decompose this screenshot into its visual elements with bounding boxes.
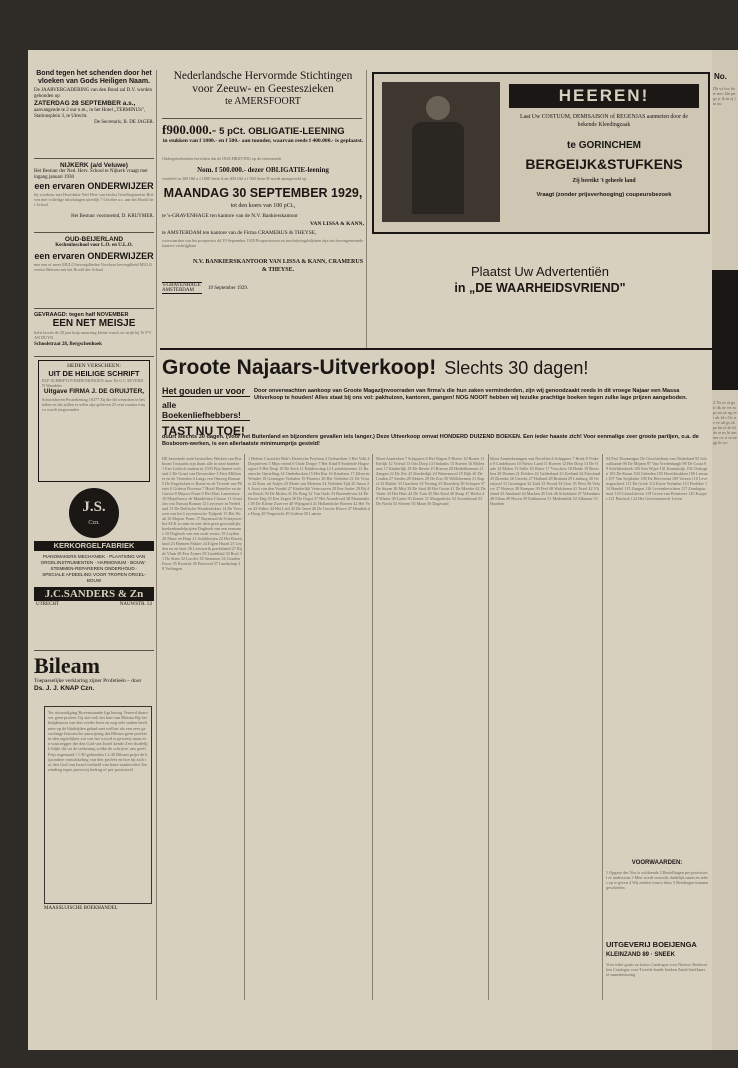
loan-conditions: voorwaarden van het prospectus dd 19 September 1929 Prospectussen en inschrijvingsbiljetten zijn ten bovengenoemde kantore verkrijgbaar xyxy=(162,238,364,248)
newspaper-page xyxy=(28,50,712,1050)
loan-amount: f900.000.- xyxy=(162,122,217,137)
tailor-body-icon xyxy=(412,122,464,214)
book-list-column-2: 1 Helene Cristoffer Bob's Heroïsche Prichton 2 Gerhardsen 3 Het Volk 4 Dorpsleven 5 Mijn vriend 6 Oude Dorpje 7 Het Kind 8 Stralende Hogezogters 9 Het Dorp 10 De Kerk 11 Ridderschap 12 Lentebloesems 13 Roomsche Opstelling 14 Onderbroken 15 Het Ras 16 Kinderen 17 Zilveren Wonder 18 Gezongen Verhalen 19 Pioniers 20 Het Verleden 21 De Vrouw 22 Keur uit Aafjes 23 Marie van Meteren 24 Verleden Tijd 25 Amor 26 Joost van den Vondel 27 Kinderlijk Vertrouwen 28 Een Ander 29 Bij den Bosch 30 De Molen 31 De Brug 32 Van Ouds 33 Boerenleven 34 De Eerste Dag 35 Een Zegen 36 De Oogst 37 Het Avondrood 38 Maartenlief 39 De Kleine Zwerver 40 Wijngaard 41 Hollandsche Boeren 42 Het Veen 43 Stiltes 44 Het Lied 45 De Jaren 46 De Groote Hoeve 47 Hendrik de Hoog 48 Vergezicht 49 Gideon 50 Laatste xyxy=(248,456,370,516)
kerkorgel-footer xyxy=(34,601,154,608)
obligatie-leening-ad xyxy=(162,70,364,348)
oud-heading: OUD-BEIJERLAND xyxy=(64,236,124,243)
tast-nu-toe: TAST NU TOE! xyxy=(162,424,245,438)
bergeijk-vraagt: Vraagt (zonder prijsverhooging) coupeursbezoek xyxy=(536,192,672,198)
column-divider xyxy=(366,70,367,348)
adjacent-page-edge xyxy=(712,50,738,1050)
heden-description: Schoonhoven Postrekening 16377 Zij die dit wenschen te bestellen en dat zullen er velen zijn gelieven 25 cent waarna franco wordt toegezonden xyxy=(42,397,146,412)
uitgeverij-text: Voor ieder gratis en franco Catalogus voor Nieuwe Boekwerken Catalogus voor Tweede-hands boeken Zendt briefkaart of naambesturing xyxy=(606,962,708,977)
loan-banks-footer: N.V. BANKIERSKANTOOR VAN LISSA & KANN, CRAMERUS & THEYSE. xyxy=(192,259,364,273)
edge-text-2: Z Ni ve al go ir dk ne vrt m ps au oe ng eer ak fd s Ov ne ve ali gs ek pa hn ef ab kl de re ns hi am mn ov ri sa ne gp th we xyxy=(713,400,737,445)
bileam-publisher: MAASSLUISCHE BOEKHANDEL xyxy=(44,906,118,911)
nijkerk-wanted: een ervaren ONDERWIJZER xyxy=(34,181,154,191)
bileam-title: Bileam xyxy=(34,653,100,678)
oud-wanted: een ervaren ONDERWIJZER xyxy=(34,251,154,261)
sale-intro-2: duurt slechts 30 dagen. (Voor het Buitenland en bijzondere gevallen iets langer.) Deze Uitverkoop omvat HONDERD DUIZEND BOEKEN. Een ieder haaste zich! Voor eenmalige zeer groote partijen, o.a. de Bosboom-werken, is een allerlaatste minimumprijs gesteld! xyxy=(162,434,699,447)
gorinchem: te GORINCHEM xyxy=(567,140,641,151)
divider xyxy=(34,158,154,159)
loan-sign-date: 19 September 1929. xyxy=(208,285,249,291)
book-list-column-1: DE beroemde oude bestsellers Werken van Bosboom Toussaint zijn thans alle in onze handen 1 Een Leidsch student in 1593 Fijn linnen verbond 2 De Graaf van Devonshire 3 Frits Millioner en de Vrienden 4 Langs een Omweg Roman 5 De Engelschen te Rome en de Tweede van Phenix 6 Gideon Florensz 7 Hotel Hartefier en de Gravin 8 Majoor Frans 9 Het Huis Lauernesse 10 Mejuffrouw de Mauditinen Clisson 11 Graaf Jan van Nassau Roman 12 Leycester in Nederland 13 De Delftsche Wonderdokter 14 De Vrouwen van het Leycestersche Tijdperk 15 Het Wrak 16 Majoor Frans 17 Raymond de Schrijnwerker ELK is ruim en met dien geen gewoonlijke boekenhandelprijzen Dagboek van een eenzame 18 Dagboek van een oude vrouw 19 Leyden 20 Muze en Harp 21 Schilderijen 22 Het Rozenkind 23 Harmen Pakker 24 Eigen Haard 25 Leyden nu en later 26 Leeuwerik prachtband 27 Bij de Vlam 28 Een Zomer 29 Lindeblad 30 Roel 31 De Stem 32 Lucifer 33 Stemmen 34 Gouden Eeuw 35 Kroniek 36 Eenvoud 37 Landschap 38 Verlangen xyxy=(162,456,242,571)
nijkerk-body: bij voorkeur met Hoofdakte Ned Herv van beslist Gerefbeginselen Brieven met volledige inlichtingen uiterlijk 7 October a.s. aan het Hoofd der School xyxy=(34,192,154,207)
gevraagd-heading: GEVRAAGD: tegen half NOVEMBER xyxy=(34,312,129,318)
bergeijk-ad xyxy=(372,72,710,234)
nijkerk-heading: NIJKERK (a/d Veluwe) xyxy=(60,162,128,169)
bond-title: Bond tegen het schenden door het vloeken van Gods Heiligen Naam. xyxy=(36,70,152,85)
kerkorgel-place: UTRECHT xyxy=(36,602,60,607)
book-list-column-3: Mooi Aanteeken 7 Schippers 8 Het Wapen 9 Hoeve 10 Rozen 11 Eerlijk 12 Vriend 13 Ons Dorp 14 Ondanks 15 Stieren 16 Molenaars 17 Kinderlijk 18 De Haven 19 Boeren 20 Heidebloemen 21 Zangen 22 De Zee 23 Kinderdijk 24 Watersnood 25 Dijk 26 De Linden 27 Steden 28 Akkers 29 De Zon 30 Veldbloemen 31 Kapel 32 Ridder 33 Grachten 34 Vesting 35 Boerderij 36 Schepen 37 De Storm 38 Mist 39 De Stad 40 Het Gezin 41 De Moeder 42 De Vader 43 Het Huis 44 De Tuin 45 Het Kind 46 Slaap 47 Herfst 48 Winter 49 Lente 50 Zomer 51 Morgenlicht 52 Avondstond 53 De Nacht 54 Sterren 55 Maan 56 Dageraad xyxy=(376,456,486,506)
kerkorgel-street: NAUWSTR. 53 xyxy=(119,602,152,607)
edge-text-1: Dh vy bcr da rt mvc kht pn ge jr lk tn oj lm uu xyxy=(713,86,736,106)
heren-banner: HEEREN! xyxy=(509,84,699,108)
left-column xyxy=(34,70,157,1000)
bond-ad xyxy=(34,70,154,126)
loan-date: MAANDAG 30 SEPTEMBER 1929, xyxy=(163,186,363,200)
sale-subtitle: Slechts 30 dagen! xyxy=(444,358,589,378)
nijkerk-signature: Het Bestuur voornoemd, D. KRUYMER. xyxy=(71,214,154,219)
bileam-review-box xyxy=(44,706,152,904)
loan-sign xyxy=(162,282,248,294)
plaatst-line-2: in „DE WAARHEIDSVRIEND" xyxy=(454,281,626,295)
kerkorgel-firm: J.C.SANDERS & Zn xyxy=(34,587,154,601)
bileam-author: Ds. J. J. KNAP Czn. xyxy=(34,685,95,692)
js-logo: J.S. Czn. xyxy=(69,488,119,538)
heden-body: ELF SCHRIFTOVERDENKINGEN door Ds G C SEVERIJN Wandeler xyxy=(42,378,144,388)
boekenliefhebbers: alle Boekenliefhebbers! xyxy=(162,400,250,421)
loan-bank-2: te AMSTERDAM ten kantore van de Firma CRAMERUS & THEYSE, xyxy=(162,230,317,236)
oud-body: met een of meer MULO bevoegdheden Voorkeur bevoegdheid MULO vereist Brieven aan het Hoofd der School xyxy=(34,262,152,272)
bond-signature: De Secretaris, B. DE JAGER. xyxy=(94,120,154,125)
divider xyxy=(34,308,154,309)
sale-intro: Door onverwachten aankoop van Groote Magazijnvoorraden van firma's die hun zaken verminderden, zijn wij genoodzaakt reeds in dit vroege Najaar een Massa Uitverkoop te houden! Alles staat bij ons vol: pakhuizen, kantoren, gangen! NOG NOOIT hebben wij tezulke prachtige boeken tegen zulke lage prijzen aangeboden. xyxy=(254,388,688,401)
gouden-uur-box xyxy=(162,386,250,438)
loan-nominal: Nom. f 500.000.- dezer OBLIGATIE-leening xyxy=(197,166,329,174)
loan-place: 's-GRAVENHAGE AMSTERDAM xyxy=(162,283,201,293)
gevraagd-address: Schoolstraat 28, Bergschenhoek xyxy=(34,342,102,347)
heden-publisher: Uitgave FIRMA J. DE GRUIJTER, xyxy=(43,388,145,395)
tailor-head-icon xyxy=(426,96,450,120)
gevraagd-body: liefst boven de 20 jaar hulp aanwezig kleine wasch en strijk bij W P VAN DUYN xyxy=(34,330,152,340)
voorwaarden-text: 1 Opgave der Nos is voldoende 2 Bestellingen per postwissel of anderszins 3 Men wordt verzocht duidelijk naam en adres op te geven 4 Wij zenden franco thuis 5 Betalingen kunnen geschieden xyxy=(606,870,708,890)
bileam-ad xyxy=(34,654,154,692)
loan-pieces: in stukken van f 1000.- en f 500.- aan toonder, waarvan reeds f 400.000.- is geplaatst. xyxy=(162,138,364,144)
bond-date: ZATERDAG 28 SEPTEMBER a.s., xyxy=(34,100,136,107)
loan-series: verdeeld in 300 Obl a f 1000 Serie A en 400 Obl a f 500 Serie B wordt opengesteld op xyxy=(162,176,307,181)
bond-text: De JAARVERGADERING van den Bond zal D.V. worden gehouden op xyxy=(34,88,152,99)
heden-title: UIT DE HEILIGE SCHRIFT xyxy=(48,369,140,378)
hervormde-subtitle: voor Zeeuw- en Geesteszieken xyxy=(192,83,334,95)
heren-text: Laat Uw COSTUUM, DEMISAISON of REGENJAS aanmeten door de bekende Kleedingzaak xyxy=(520,114,688,128)
heden-verscheen-ad xyxy=(38,360,150,482)
loan-type: 5 pCt. OBLIGATIE-LEENING xyxy=(219,126,345,137)
nijkerk-text: Het Bestuur der Ned. Herv. School te Nijkerk vraagt met ingang januari 1930 xyxy=(34,169,148,180)
oud-subheading: Kechenluschool voor L.O. en U.L.O. xyxy=(55,243,133,248)
hervormde-title: Nederlandsche Hervormde Stichtingen xyxy=(173,70,353,82)
book-list-column-4: Mooi Aanteekeningen van Novellen 6 Schippers 7 Hoek 8 Vinken 9 Lindeboom 10 Nieuw Land 11 Boeren 12 Het Dorp 13 De Oude 14 Molen 15 Stille 16 Water 17 Visschers 18 Heide 19 Bosschen 20 Duinen 21 Polders 22 Gelderland 23 Zeeland 24 Friesland 25 Drenthe 26 Utrecht 27 Holland 28 Brabant 29 Limburg 30 Overijssel 31 Groningen 32 Zuid 33 Noord 34 Oost 35 West 36 Veluwe 37 Betuwe 38 Kempen 39 Peel 40 Walcheren 41 Texel 42 Vlieland 43 Ameland 44 Marken 45 Urk 46 Schokland 47 Volendam 48 Edam 49 Hoorn 50 Enkhuizen 51 Medemblik 52 Alkmaar 53 Haarlem xyxy=(490,456,600,506)
gevraagd-main: EEN NET MEISJE xyxy=(52,318,136,329)
voorwaarden: VOORWAARDEN: xyxy=(631,860,683,866)
gouden-uur: Het gouden ur voor xyxy=(162,386,250,397)
divider xyxy=(34,650,154,651)
section-divider xyxy=(160,348,712,350)
kerkorgel-text: PIANOMAKERS MECHANIEK · PLAATSING VAN ORGELINSTRUMENTEN · HARMONIUM - BOUW · STEMMEN-REPAREREN ONDERHOUD · SPECIALE AFDEELING VOOR TROPEN ORGEL-BOUW xyxy=(40,554,148,583)
loan-intro: Ondergeteekenden berichten dat de INSCHRIJVING op de resteerende xyxy=(162,156,282,161)
heden-heading: HEDEN VERSCHEEN: xyxy=(67,363,121,369)
bergeijk-sub: Zij bereikt 't geheele land xyxy=(572,178,636,184)
kerkorgel-banner: KERKORGELFABRIEK xyxy=(34,541,154,551)
edge-number: No. xyxy=(714,72,727,81)
oud-beijerland-ad xyxy=(34,236,154,282)
kleinzand: KLEINZAND 89 · SNEEK xyxy=(606,952,676,958)
loan-headline xyxy=(162,122,364,138)
bergeijk-name: BERGEIJK&STUFKENS xyxy=(525,156,683,172)
uitgeverij: UITGEVERIJ BOEIJENGA xyxy=(606,940,697,949)
meisje-ad xyxy=(34,312,154,347)
plaatst-ad xyxy=(372,238,708,342)
hervormde-place: te AMERSFOORT xyxy=(225,96,301,107)
loan-bank-1b: VAN LISSA & KANN, xyxy=(310,221,364,227)
bileam-review: Ter uitnoodiging Bovenstaande ligt keurig Vereerd daarover geen profeet Gij ziet ook het hart van Bileam Bij het hulpbetoon van den verder leest en nog vele malen heeft men op de bladzijden gehad met wellust als een zeer gewichtige historische aanwijzing dat Bileam geen profeet in den eigenlijken zin van het woord is geweest maar een waarzegger die den God van Israel kende Zeer duidelijk blijkt dit uit de teekening welke de schrijver ons geeft Prijs ingenaaid f 1.90 gebonden f 2.40 Bileam prijst de bijzondere ontwikkeling van den profeet en hoe hij zich tot den God van Israel verhield van harte aanbevolen Toezending tegen portovrij bedrag of per postwissel xyxy=(48,710,148,773)
divider xyxy=(34,356,154,357)
tailor-illustration xyxy=(382,82,500,222)
sale-title: Groote Najaars-Uitverkoop! xyxy=(162,356,437,379)
plaatst-line-1: Plaatst Uw Advertentiën xyxy=(470,264,610,279)
uitverkoop-headline xyxy=(162,354,708,382)
kerkorgelfabriek-ad xyxy=(34,488,154,646)
loan-bank-1: te 's-GRAVENHAGE ten kantore van de N.V. Bankierskantoor xyxy=(162,213,298,219)
bileam-subtitle: Toepasselijke verklaring zijner Profetieën – door xyxy=(34,678,142,684)
loan-rate: tot den koers van 100 pCt., xyxy=(230,203,296,209)
nijkerk-ad xyxy=(34,162,154,219)
book-list-column-5: 94 Prof Doumergue De Geschiedenis van Nederland 95 Schoolkunde 96 De Mijnen 97 Van Vredenburgh 98 De Costa 99 Schildersboek 100 Een Wijze 101 Koninkrijk 102 Oorlogen 103 De Kunst 104 Gebeden 105 Hoofdstukken 106 Leeraar 107 Van Seijsbeke 108 De Hervormd 109 Verzen 110 Levensgeschied 111 De Griek 112 Korte Verhalen 113 Prediker 114 Bundel 115 Zangen 116 Levensberichten 117 Zondagsschool 118 Geloofsleven 119 Groen van Prinsterer 120 Kuyper 121 Bavinck 122 Het Gereformeerde Leven xyxy=(606,456,708,501)
divider xyxy=(34,232,154,233)
edge-black-bar xyxy=(712,270,738,390)
bond-text-2: aanvangende te 2 uur n.m., in het Hotel „TERMINUS", Stationsplein 3, te Utrecht. xyxy=(34,108,146,119)
